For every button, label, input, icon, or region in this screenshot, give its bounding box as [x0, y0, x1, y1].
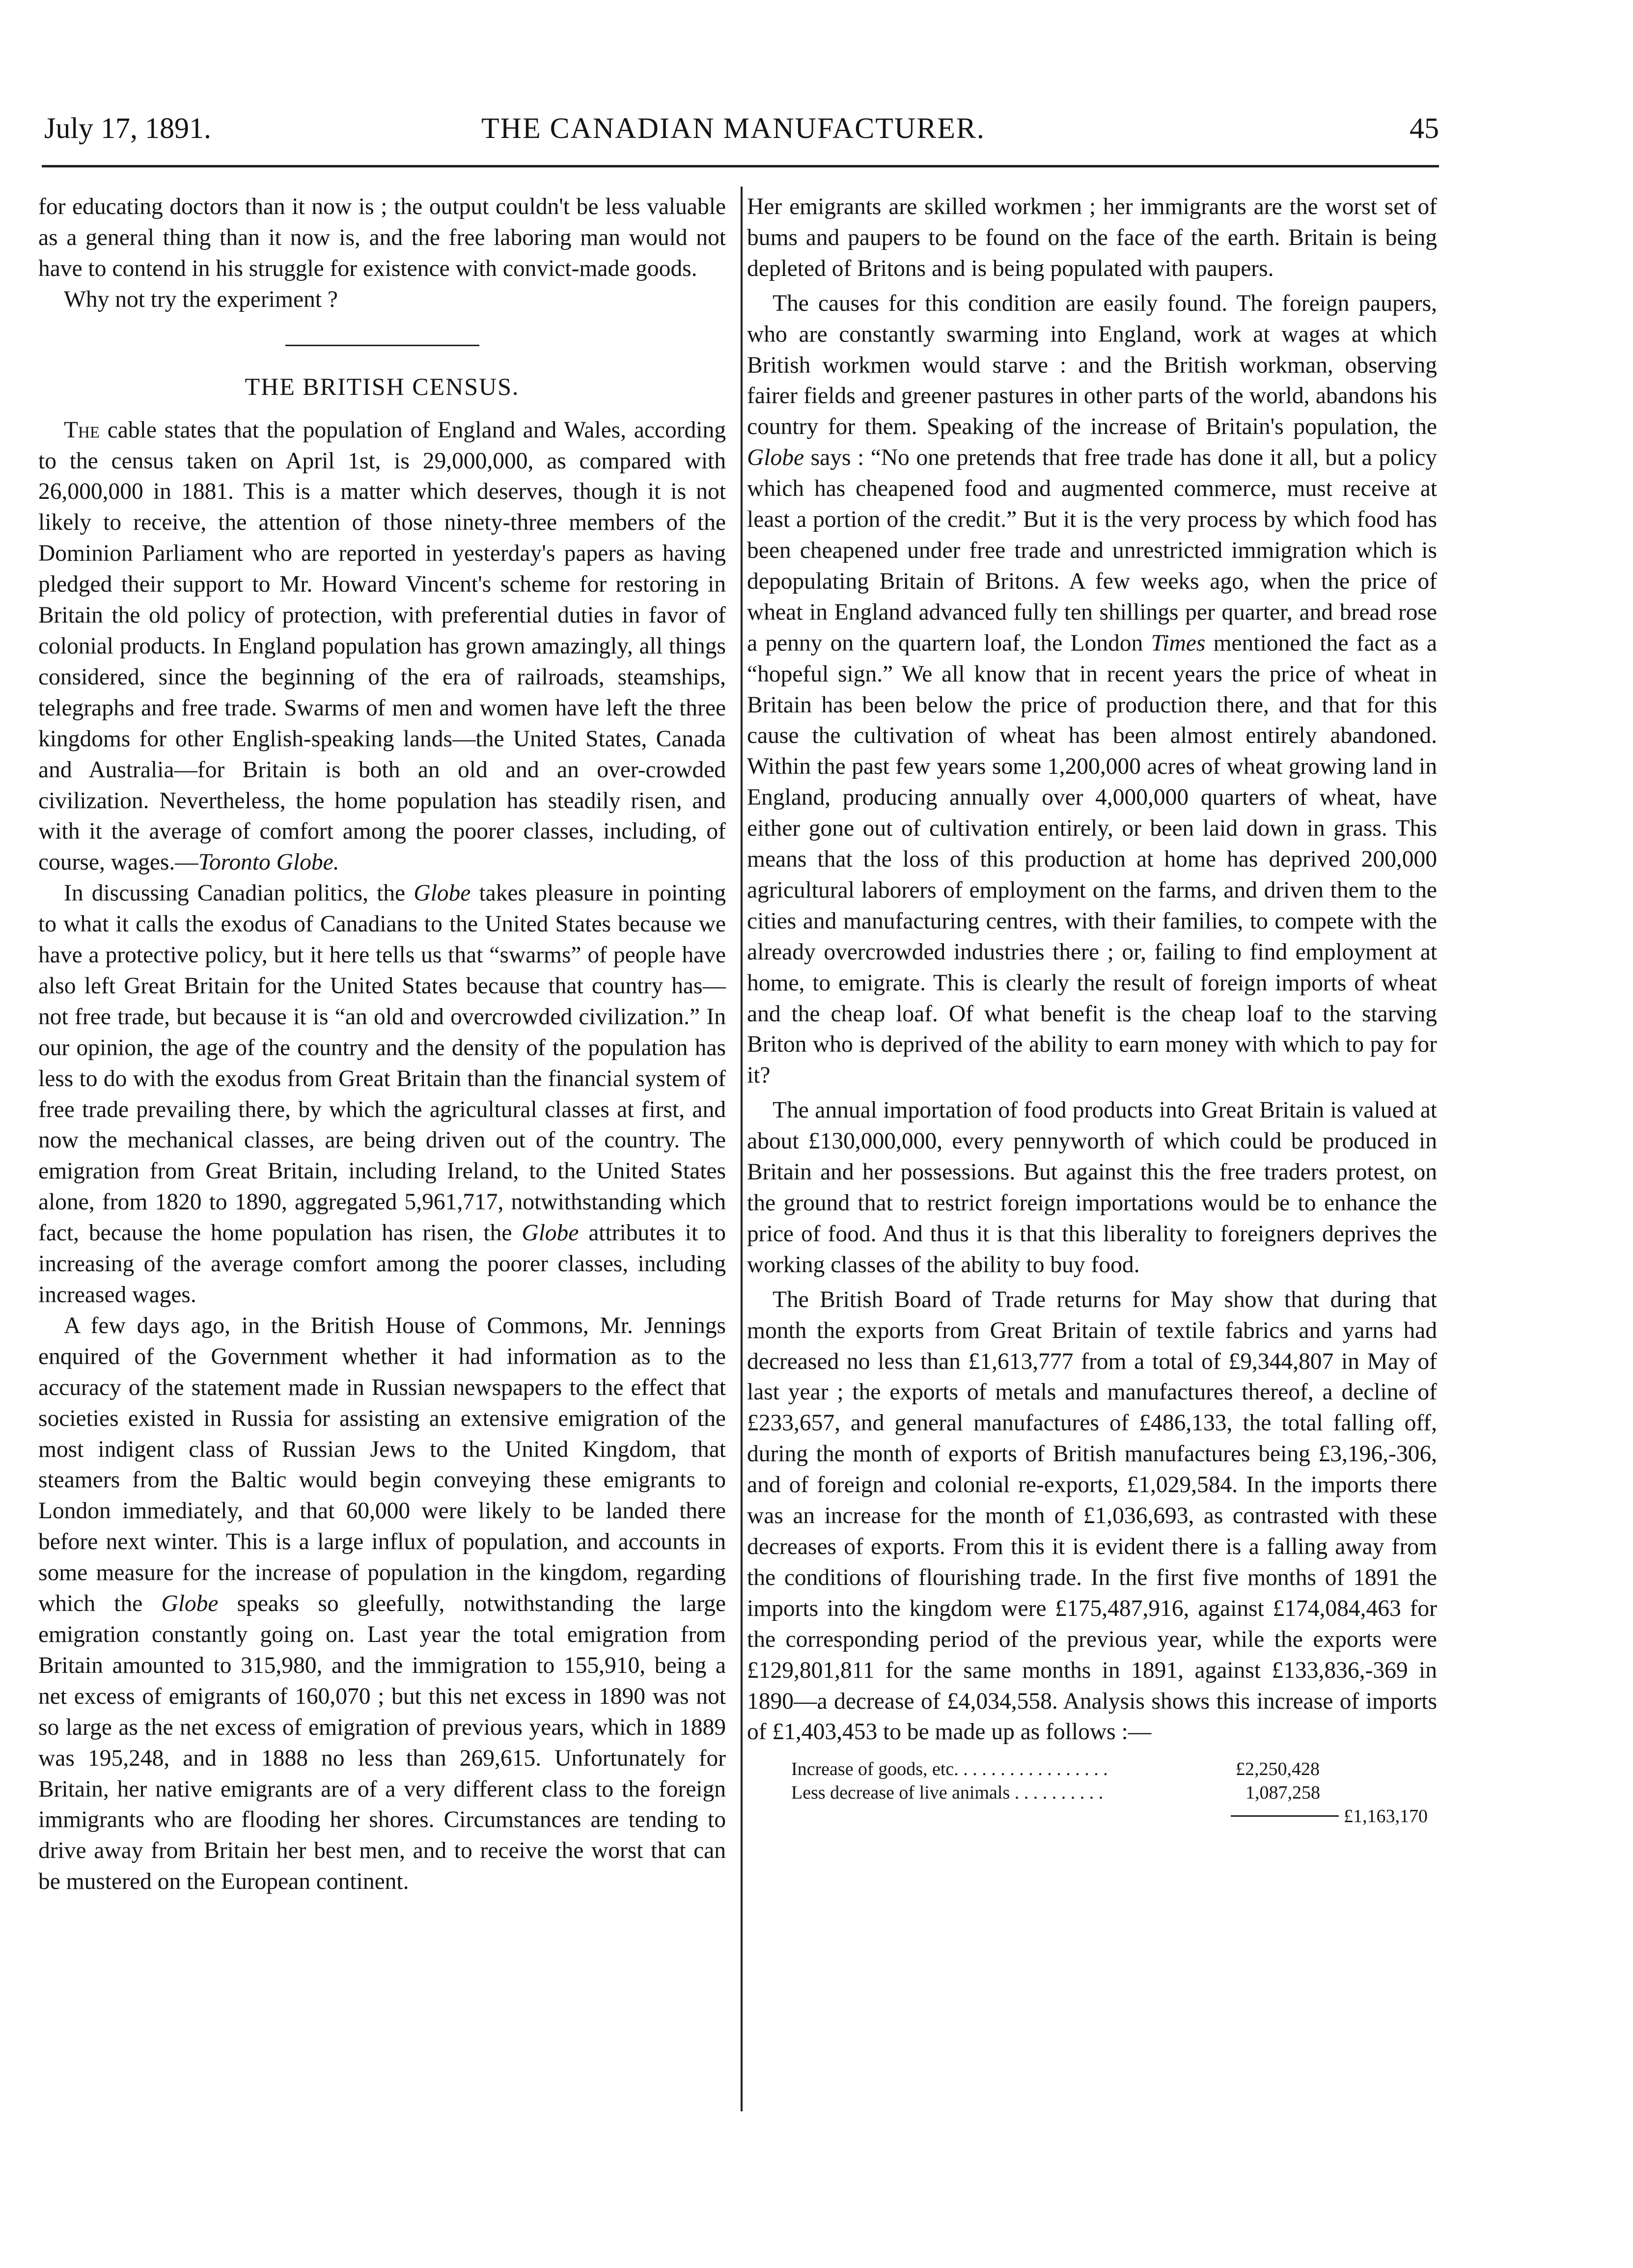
- census-paragraph-3: [38, 1311, 726, 1897]
- column-divider: [741, 187, 743, 2111]
- total-amount: £1,163,170: [1344, 1806, 1428, 1827]
- table-row: [791, 1757, 1437, 1781]
- paragraph-text: A few days ago, in the British House of Commons, Mr. Jennings enquired of the Government whether it had information as to the accuracy of the statement made in Russian newspapers to the effect that societies existed in Russia for assisting an extensive emigration of the most indigent class of Russian Jews to the United Kingdom, that steamers from the Baltic would begin conveying these emigrants to London immediately, and that 60,000 were likely to be landed there before next winter. This is a large influx of population, and accounts in some measure for the increase of population in the kingdom, regarding which the: [38, 1312, 726, 1617]
- imports-table: [747, 1757, 1437, 1828]
- intro-question: Why not try the experiment ?: [64, 286, 338, 312]
- census-paragraph-1-text: cable states that the population of England and Wales, according to the census taken on April 1st, is 29,000,000, as compared with 26,000,000 in 1881. This is a matter which deserves, though it is not likely to receive, the attention of those ninety-three members of the Dominion Parliament who are reported in yesterday's papers as having pledged their support to Mr. Howard Vincent's scheme for restoring in Britain the old policy of protection, with preferential duties in favor of colonial products. In England population has grown amazingly, all things considered, since the beginning of the era of railroads, steamships, telegraphs and free trade. Swarms of men and women have left the three kingdoms for other English-speaking lands—the United States, Canada and Australia—for Britain is both an old and an over-crowded civilization. Nevertheless, the home population has steadily risen, and with it the average of comfort among the poorer classes, including, of course, wages.—: [38, 417, 726, 875]
- table-row: [791, 1781, 1437, 1804]
- paragraph-text: The causes for this condition are easily found. The foreign paupers, who are constantly swarming into England, work at wages at which British workmen would starve : and the British workman, observing fairer fields and greener pastures in other parts of the world, abandons his country for them. Speaking of the increase of Britain's population, the: [747, 290, 1437, 440]
- section-heading: THE BRITISH CENSUS.: [245, 372, 520, 400]
- issue-date: July 17, 1891.: [44, 112, 212, 144]
- row-amount: 1,087,258: [1246, 1782, 1320, 1803]
- paragraph-text: mentioned the fact as a “hopeful sign.” We all know that in recent years the price of wheat in Britain has been below the price of production there, and that for this cause the cultivation of wheat has been almost entirely abandoned. Within the past few years some 1,200,000 acres of wheat growing land in England, producing annually over 4,000,000 quarters of wheat, have either gone out of cultivation entirely, or been laid down in grass. This means that the loss of this production at home has deprived 200,000 agricultural laborers of employment on the farms, and driven them to the cities and manufacturing centres, with their families, to compete with the already overcrowded industries there ; or, failing to find employment at home, to emigrate. This is clearly the result of foreign imports of wheat and the cheap loaf. Of what benefit is the cheap loaf to the starving Briton who is deprived of the ability to earn money with which to pay for it?: [747, 630, 1437, 1089]
- paragraph-text: speaks so gleefully, notwithstanding the large emigration constantly going on. Last year the total emigration from Britain amounted to 315,980, and the immigration to 155,910, being a net excess of emigrants of 160,070 ; but this net excess in 1890 was not so large as the net excess of emigration of previous years, which in 1889 was 195,248, and in 1888 no less than 269,615. Unfortunately for Britain, her native emigrants are of a very different class to the foreign immigrants who are flooding her shores. Circumstances are tending to drive away from Britain her best men, and to receive the worst that can be mustered on the European continent.: [38, 1591, 726, 1895]
- table-total-row: [791, 1804, 1437, 1828]
- globe-name: Globe: [522, 1220, 579, 1246]
- times-name: Times: [1151, 630, 1206, 656]
- right-column: [747, 191, 1437, 1828]
- board-of-trade-paragraph: The British Board of Trade returns for May show that during that month the exports from Great Britain of textile fabrics and yarns had decreased no less than £1,613,777 from a total of £9,344,807 in May of last year ; the exports of metals and manufactures thereof, a decline of £233,657, and general manufactures of £486,133, the total falling off, during the month of exports of British manufactures being £3,196,-306, and of foreign and colonial re-exports, £1,029,584. In the imports there was an increase for the month of £1,036,693, as contrasted with these decreases of exports. From this it is evident there is a falling away from the conditions of flourishing trade. In the first five months of 1891 the imports into the kingdom were £175,487,916, against £174,084,463 for the corresponding period of the previous year, while the exports were £129,801,811 for the same months in 1891, against £133,836,-369 in 1890—a decrease of £4,034,558. Analysis shows this increase of imports of £1,403,453 to be made up as follows :—: [747, 1286, 1437, 1745]
- globe-name: Globe: [414, 880, 471, 906]
- paragraph-text: says : “No one pretends that free trade has done it all, but a policy which has cheapened food and augmented commerce, must receive at least a portion of the credit.” But it is the very process by which food has been cheapened under free trade and unrestricted immigration which is depopulating Britain of Britons. A few weeks ago, when the price of wheat in England advanced fully ten shillings per quarter, and bread rose a penny on the quartern loaf, the London: [747, 445, 1437, 656]
- row-label: Less decrease of live animals . . . . . . . . . .: [791, 1782, 1104, 1803]
- header-rule: [42, 165, 1439, 167]
- continued-paragraph: Her emigrants are skilled workmen ; her immigrants are the worst set of bums and paupers to be found on the face of the earth. Britain is being depleted of Britons and is being populated with paupers.: [747, 194, 1437, 281]
- causes-paragraph: [747, 288, 1437, 1092]
- publication-title: THE CANADIAN MANUFACTURER.: [481, 112, 985, 144]
- paragraph-text: In discussing Canadian politics, the: [64, 880, 414, 906]
- source-citation: Toronto Globe.: [198, 849, 339, 875]
- globe-name: Globe: [747, 445, 804, 471]
- census-paragraph-1: [38, 415, 726, 878]
- paragraph-text: attributes it to increasing of the average comfort among the poorer classes, including increased wages.: [38, 1220, 726, 1308]
- section-rule: [285, 345, 479, 346]
- importation-paragraph: The annual importation of food products into Great Britain is valued at about £130,000,000, every pennyworth of which could be produced in Britain and her possessions. But against this the free traders protest, on the ground that to restrict foreign importations would be to enhance the price of food. And thus it is that this liberality to foreigners deprives the working classes of the ability to buy food.: [747, 1097, 1437, 1278]
- row-amount: £2,250,428: [1236, 1759, 1320, 1780]
- page-header: [44, 111, 1439, 155]
- intro-paragraph: for educating doctors than it now is ; the output couldn't be less valuable as a general thing than it now is, and the free laboring man would not have to contend in his struggle for existence with convict-made goods.: [38, 194, 726, 281]
- paragraph-text: takes pleasure in pointing to what it calls the exodus of Canadians to the United States because we have a protective policy, but it here tells us that “swarms” of people have also left Great Britain for the United States because that country has—not free trade, but because it is “an old and overcrowded civilization.” In our opinion, the age of the country and the density of the population has less to do with the exodus from Great Britain than the financial system of free trade prevailing there, by which the agricultural classes at first, and now the mechanical classes, are being driven out of the country. The emigration from Great Britain, including Ireland, to the United States alone, from 1820 to 1890, aggregated 5,961,717, notwithstanding which fact, because the home population has risen, the: [38, 880, 726, 1246]
- globe-name: Globe: [161, 1591, 219, 1617]
- page-number: 45: [1410, 112, 1439, 144]
- total-rule: [1231, 1815, 1339, 1817]
- census-paragraph-2: [38, 878, 726, 1311]
- left-column: [38, 191, 726, 1897]
- dropcap-word: The: [64, 417, 100, 443]
- row-label: Increase of goods, etc. . . . . . . . . . . . . . . . .: [791, 1759, 1108, 1780]
